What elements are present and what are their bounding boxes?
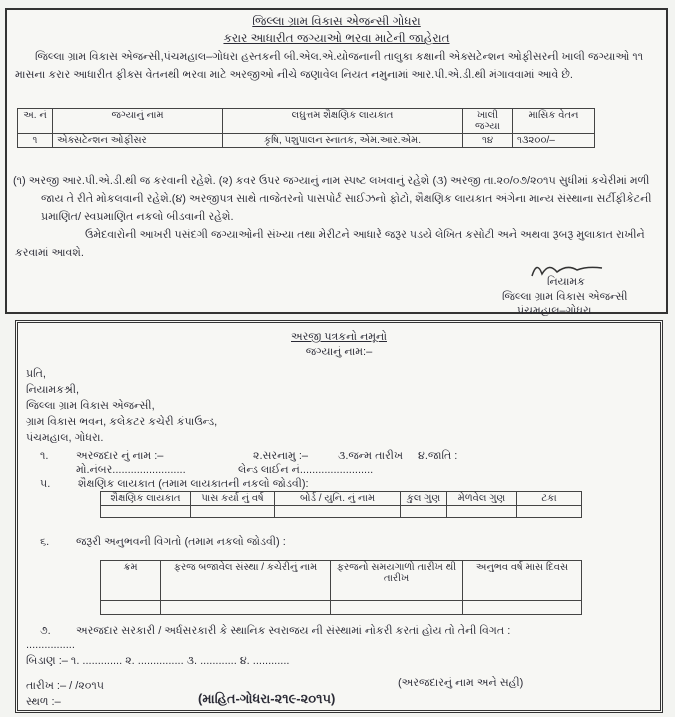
header-pass-year: પાસ કર્યા નું વર્ષ	[191, 492, 275, 506]
notice-intro: જિલ્લા ગ્રામ વિકાસ એજન્સી,પંચમહાલ–ગોધરા હસ્તકની બી.એલ.એ.યોજનાની તાલુકા કક્ષાની એક્સટેન્શન ઓફીસરની ખાલી જગ્યાઓ ૧૧ માસના કરાર આધારીત ફીક્સ વેતનથી ભરવા માટે અરજીઓ નીચે જણાવેલ નિયત નમુનામાં આર.પી.એ.ડી.થી મંગાવવામાં આવે છે.	[15, 51, 644, 81]
cell-vacancies: ૧૪	[463, 134, 513, 148]
header-percent: ટકા	[517, 492, 582, 506]
recruitment-notice	[5, 8, 668, 317]
item1-number: ૧.	[40, 450, 49, 462]
header-qualification: શૈક્ષણિક લાયકાત	[101, 492, 191, 506]
table-header-row	[101, 492, 582, 506]
header-obtained-marks: મેળવેલ ગુણ	[447, 492, 517, 506]
employment-dots: ................	[26, 639, 75, 651]
table-row	[101, 506, 582, 518]
form-post-name: જગ્યાનું નામ:–	[305, 346, 373, 358]
header-institution: ફરજ બજાવેલ સંસ્થા / કચેરીનું નામ	[161, 561, 331, 601]
qualification-label: શૈક્ષણિક લાયકાત (તમામ લાયકાતની નકલો જોડવી):	[78, 478, 309, 490]
table-row	[101, 601, 582, 615]
applicant-name-label: અરજદાર નું નામ :–	[76, 450, 164, 462]
item5-number: ૫.	[40, 478, 51, 490]
header-post: જગ્યાનું નામ	[53, 109, 223, 134]
landline-label: લેન્ડ લાઈન નં........................	[238, 464, 374, 476]
table-header-row	[18, 109, 595, 134]
table-row	[18, 134, 595, 148]
experience-label: જરૂરી અનુભવની વિગતો (તમામ નકલો જોડવી) :	[76, 536, 286, 548]
address-line: ગ્રામ વિકાસ ભવન, કલેકટર કચેરી કંપાઉન્ડ,	[26, 416, 218, 428]
header-qualification: લઘુત્તમ શૈક્ષણિક લાયકાત	[223, 109, 463, 134]
address-line: પ્રતિ,	[26, 368, 46, 380]
address-label: ૨.સરનામુ :–	[253, 450, 308, 462]
form-title: અરજી પત્રકનો નમૂનો	[291, 331, 387, 343]
table-header-row	[101, 561, 582, 601]
cell-salary: ૧૩૨૦૦/–	[513, 134, 595, 148]
caste-label: ૪.જાતિ :	[418, 450, 458, 462]
item7-number: ૭.	[40, 625, 51, 637]
notice-subtitle: કરાર આધારીત જગ્યાઓ ભરવા માટેની જાહેરાત	[223, 31, 450, 45]
header-total-marks: કુલ ગુણ	[401, 492, 447, 506]
vacancy-table	[17, 108, 595, 148]
header-vacancies: ખાલી જગ્યા	[463, 109, 513, 134]
notice-title: જિલ્લા ગ્રામ વિકાસ એજન્સી ગોધરા	[252, 14, 421, 28]
date-label: તારીખ :– / /૨૦૧૫	[26, 680, 105, 692]
form-address	[26, 366, 217, 446]
header-board: બોર્ડ / યુનિ. નું નામ	[275, 492, 401, 506]
enclosures: બિડાણ :– ૧. ............. ૨. ............... ૩. ............ ૪. ............	[26, 655, 290, 667]
header-serial: અ. નં	[18, 109, 53, 134]
header-serial: ક્રમ	[101, 561, 161, 601]
signatory-org: જિલ્લા ગ્રામ વિકાસ એજન્સી	[502, 291, 628, 303]
header-experience: અનુભવ વર્ષ માસ દિવસ	[463, 561, 582, 601]
applicant-signature-label: (અરજદારનું નામ અને સહી)	[398, 677, 524, 689]
dob-label: ૩.જન્મ તારીખ	[338, 450, 403, 462]
cell-serial: ૧	[18, 134, 53, 148]
application-form	[15, 320, 663, 713]
signatory-role: નિયામક	[547, 276, 585, 288]
header-salary: માસિક વેતન	[513, 109, 595, 134]
address-line: નિયામકશ્રી,	[26, 384, 80, 396]
employment-label: અરજદાર સરકારી / અર્ધસરકારી કે સ્થાનિક સ્વરાજય ની સંસ્થામાં નોકરી કરતાં હોય તો તેની વિગત :	[76, 625, 511, 637]
address-line: પંચમહાલ, ગોધરા.	[26, 432, 104, 444]
header-period: ફરજનો સમયગાળો તારીખ થી તારીખ	[331, 561, 463, 601]
qualification-table	[100, 491, 582, 518]
experience-table	[100, 560, 582, 615]
cell-post: એક્સટેન્શન ઓફીસર	[53, 134, 223, 148]
notice-conditions: (૧) અરજી આર.પી.એ.ડી.થી જ કરવાની રહેશે. (૨) કવર ઉપર જગ્યાનું નામ સ્પષ્ટ લખવાનું રહેશે (૩) અરજી તા.૨૦/૦૭/૨૦૧૫ સુધીમાં કચેરીમાં મળી જાય તે રીતે મોકલવાની રહેશે.(૪) અરજીપત્ર સાથે તાજેતરનો પાસપોર્ટ સાઈઝનો ફોટો, શૈક્ષણિક લાયકાત અંગેના માન્ય સંસ્થાના સર્ટીફીકેટની પ્રમાણિત/ સ્વપ્રમાણિત નકલો બીડવાની રહેશે.	[13, 175, 652, 223]
mobile-label: મો.નંબર........................	[76, 464, 186, 476]
signatory-place: પંચમહાલ–ગોધરા	[517, 305, 592, 317]
ad-code: (માહિત-ગોધરા-૨૧૯-૨૦૧૫)	[198, 691, 336, 706]
cell-qualification: કૃષિ, પશુપાલન સ્નાતક, એમ.આર.એમ.	[223, 134, 463, 148]
address-line: જિલ્લા ગ્રામ વિકાસ એજન્સી,	[26, 400, 155, 412]
item6-number: ૬.	[40, 536, 50, 548]
place-label: સ્થળ :–	[26, 696, 61, 708]
notice-selection: ઉમેદવારોની આખરી પસંદગી જગ્યાઓની સંખ્યા તથા મેરીટને આધારે જરૂર પડયે લેખિત કસોટી અને અથવા રૂબરૂ મુલાકાત રાખીને કરવામાં આવશે.	[15, 229, 645, 259]
